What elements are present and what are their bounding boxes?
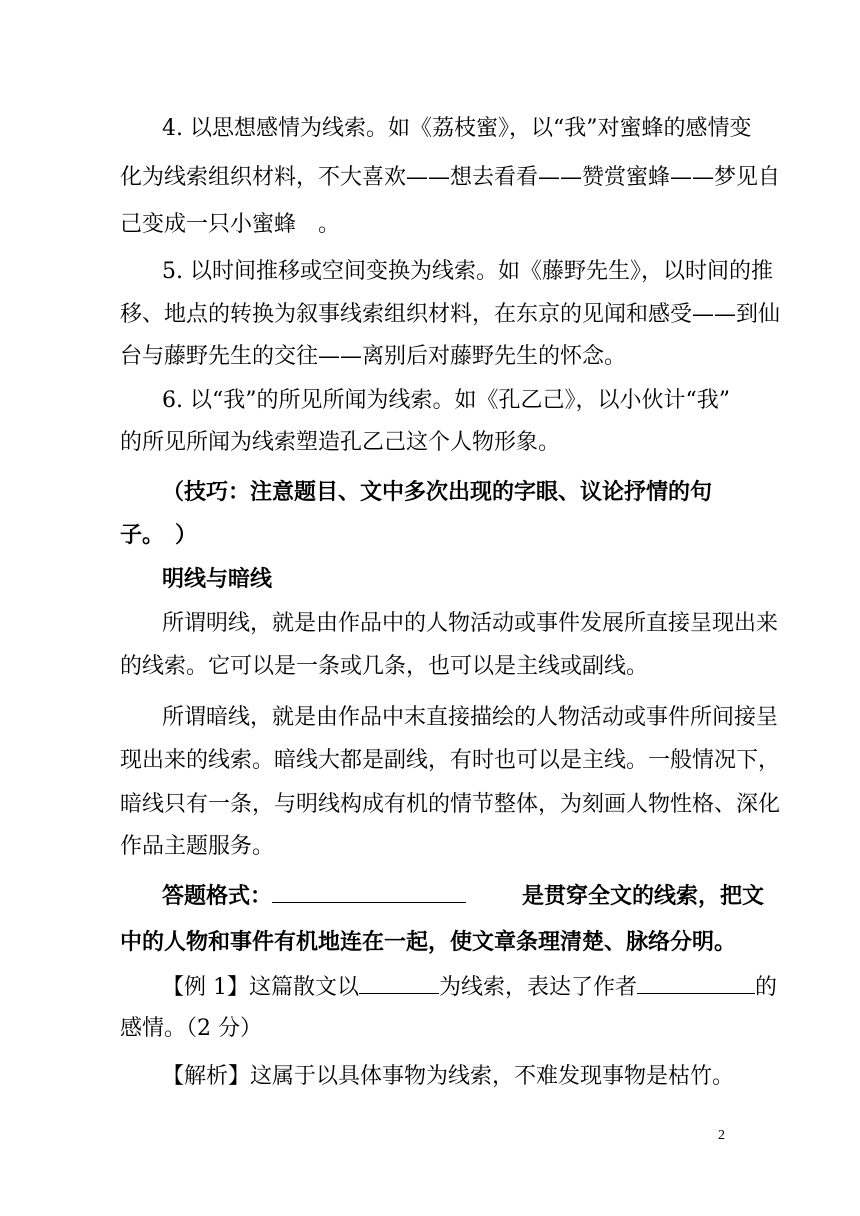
page-number: 2 [718, 1128, 725, 1143]
answer-format-label: 答题格式： [162, 884, 273, 909]
paragraph-line: 5. 以时间推移或空间变换为线索。如《藤野先生》，以时间的推 [162, 259, 773, 284]
example-blank-2[interactable] [637, 971, 755, 994]
answer-blank[interactable] [272, 880, 466, 903]
paragraph-line: 6. 以“我”的所见所闻为线索。如《孔乙己》，以小伙计“我” [162, 388, 730, 413]
paragraph-line: 化为线索组织材料，不大喜欢——想去看看——赞赏蜜蜂——梦见自 [120, 165, 781, 190]
paragraph-line: 现出来的线索。暗线大都是副线，有时也可以是主线。一般情况下， [120, 748, 781, 773]
example-text-b: 为线索，表达了作者 [439, 975, 638, 1000]
paragraph-line: 的线索。它可以是一条或几条，也可以是主线或副线。 [120, 654, 649, 679]
example-line-2: 感情。（2 分） [120, 1016, 262, 1041]
example-blank-1[interactable] [359, 971, 439, 994]
paragraph-line: 4. 以思想感情为线索。如《荔枝蜜》，以“我”对蜜蜂的感情变 [162, 116, 752, 141]
example-text-a: 【例 1】这篇散文以 [162, 975, 359, 1000]
section-heading: 明线与暗线 [162, 567, 273, 592]
paragraph-line: 的所见所闻为线索塑造孔乙己这个人物形象。 [120, 430, 561, 455]
analysis-line: 【解析】这属于以具体事物为线索，不难发现事物是枯竹。 [162, 1064, 735, 1089]
answer-format-text: 是贯穿全文的线索，把文 [522, 884, 765, 909]
answer-format-line-2: 中的人物和事件有机地连在一起，使文章条理清楚、脉络分明。 [120, 930, 737, 955]
tip-line: （技巧：注意题目、文中多次出现的字眼、议论抒情的句 [162, 480, 713, 505]
tip-line: 子。 ） [120, 523, 198, 548]
paragraph-line: 暗线只有一条，与明线构成有机的情节整体，为刻画人物性格、深化 [120, 792, 781, 817]
paragraph-line: 所谓暗线，就是由作品中末直接描绘的人物活动或事件所间接呈 [162, 705, 779, 730]
paragraph-line: 移、地点的转换为叙事线索组织材料，在东京的见闻和感受——到仙 [120, 302, 781, 327]
paragraph-line: 己变成一只小蜜蜂 。 [120, 212, 341, 237]
paragraph-line: 台与藤野先生的交往——离别后对藤野先生的怀念。 [120, 344, 627, 369]
example-text-c: 的 [755, 975, 778, 1000]
answer-format-line [162, 880, 764, 912]
paragraph-line: 作品主题服务。 [120, 834, 275, 859]
paragraph-line: 所谓明线，就是由作品中的人物活动或事件发展所直接呈现出来 [162, 611, 779, 636]
example-line [162, 971, 777, 1003]
